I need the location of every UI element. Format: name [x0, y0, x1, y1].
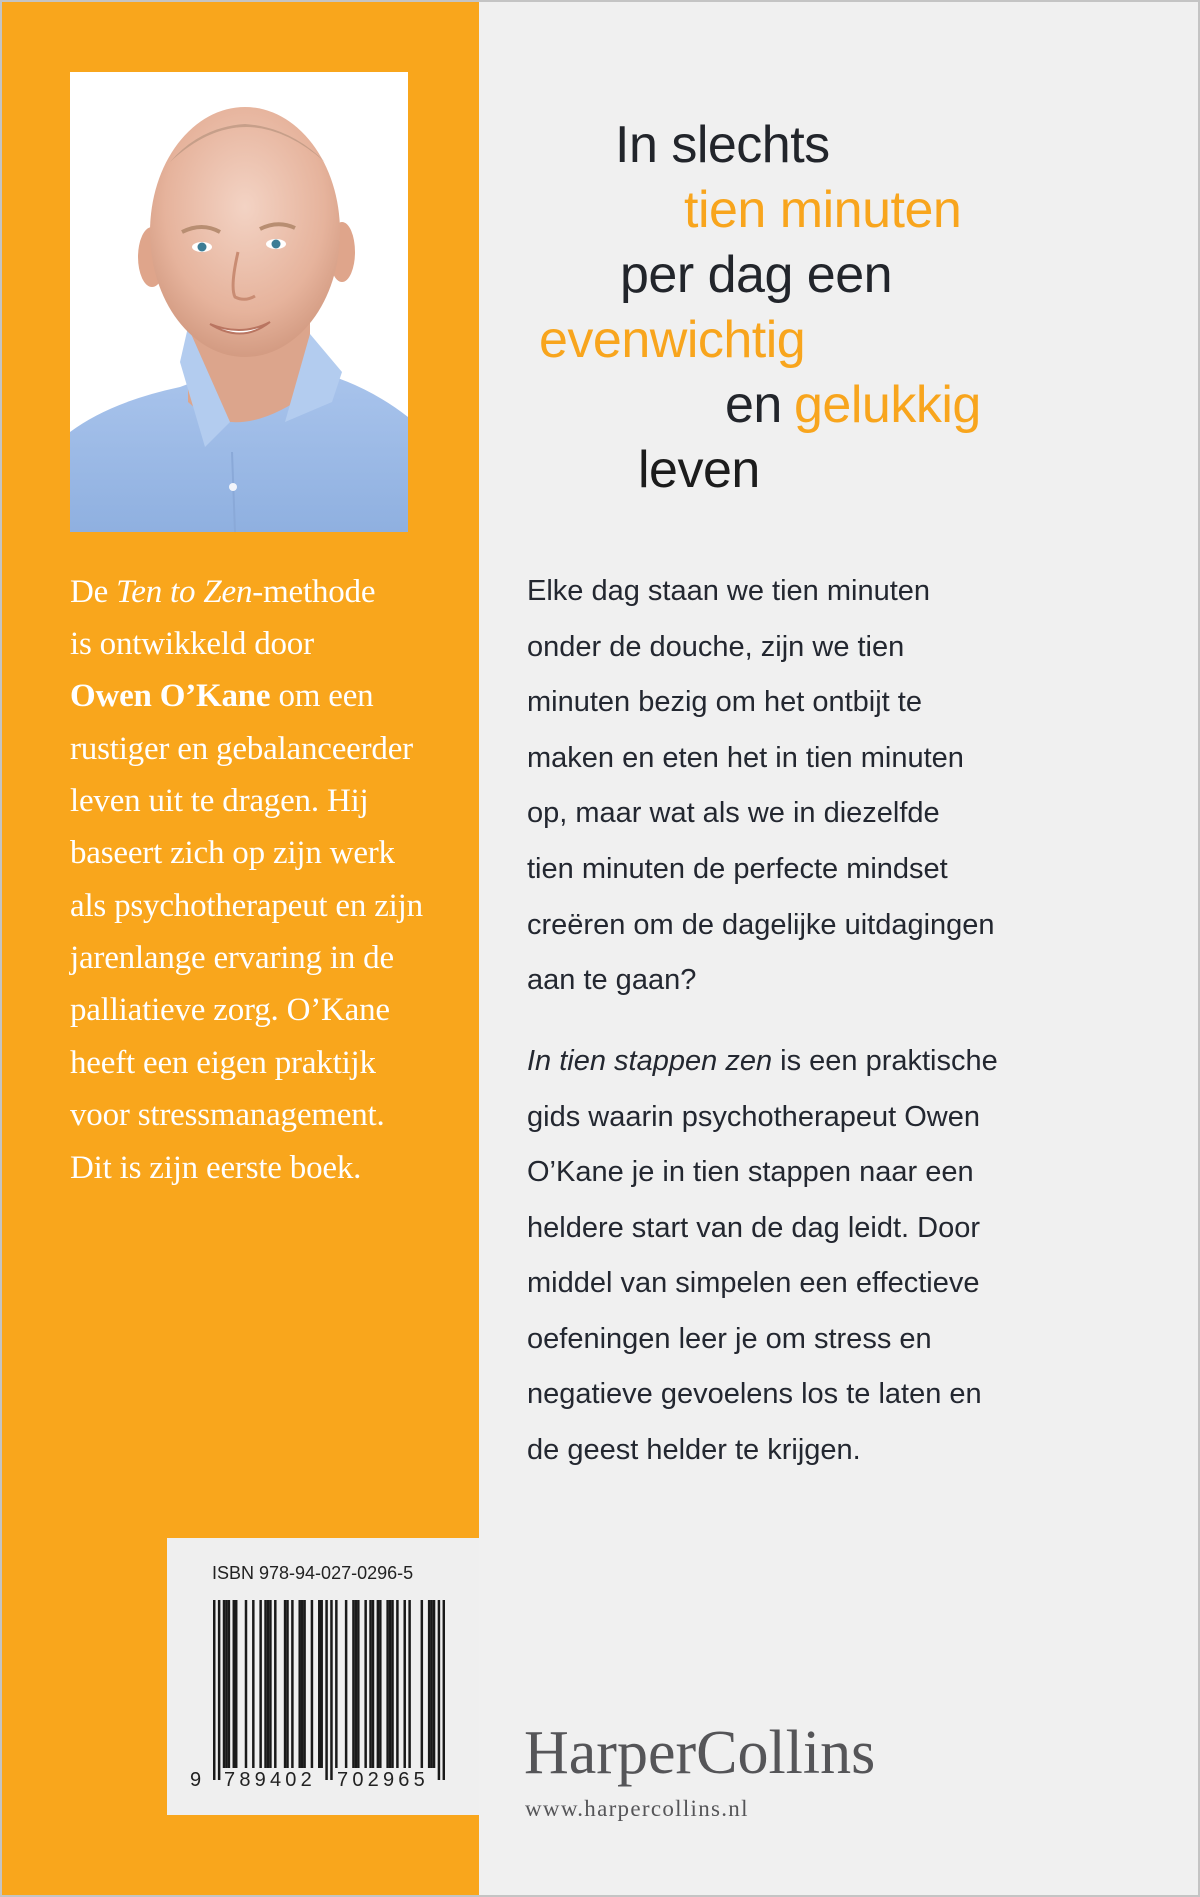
blurb-line: onder de douche, zijn we tien	[527, 631, 905, 663]
barcode-box	[167, 1538, 479, 1815]
author-bio-line: rustiger en gebalanceerder	[70, 731, 413, 767]
headline-line-2: tien minuten	[684, 181, 962, 239]
blurb-line: O’Kane je in tien stappen naar een	[527, 1156, 974, 1188]
method-name: Ten to Zen	[116, 574, 253, 610]
isbn-label: ISBN 978-94-027-0296-5	[212, 1563, 414, 1583]
author-name: Owen O’Kane	[70, 678, 271, 714]
author-bio-line: voor stressmanagement.	[70, 1097, 385, 1133]
author-bio-line: als psychotherapeut en zijn	[70, 888, 423, 924]
author-bio-line: is ontwikkeld door	[70, 626, 314, 662]
author-photo	[70, 72, 408, 532]
author-bio-line: leven uit te dragen. Hij	[70, 783, 369, 819]
author-bio-line: jarenlange ervaring in de	[70, 940, 394, 976]
blurb-line: Elke dag staan we tien minuten	[527, 575, 931, 607]
blurb-line: tien minuten de perfecte mindset	[527, 853, 948, 885]
blurb-line: middel van simpelen een effectieve	[527, 1267, 980, 1299]
blurb-line	[527, 1047, 998, 1076]
blurb-line: aan te gaan?	[527, 964, 697, 996]
author-bio-line: palliatieve zorg. O’Kane	[70, 992, 390, 1028]
author-bio-line: baseert zich op zijn werk	[70, 835, 395, 871]
author-bio-line	[70, 680, 373, 713]
author-bio-line	[70, 576, 375, 609]
barcode-icon	[213, 1600, 445, 1780]
blurb-line: gids waarin psychotherapeut Owen	[527, 1101, 980, 1133]
headline-line-5b: gelukkig	[794, 376, 981, 434]
blurb-line: negatieve gevoelens los te laten en	[527, 1378, 982, 1410]
blurb-line: maken en eten het in tien minuten	[527, 742, 964, 774]
book-title: In tien stappen zen	[527, 1045, 773, 1077]
bio-text: -methode	[252, 574, 376, 610]
publisher-logo: HarperCollins	[524, 1719, 876, 1787]
headline-line-1: In slechts	[615, 116, 830, 174]
blurb-line: minuten bezig om het ontbijt te	[527, 686, 922, 718]
blurb-text: is een praktische	[772, 1045, 998, 1077]
author-bio-line: Dit is zijn eerste boek.	[70, 1150, 362, 1186]
barcode-right-digits: 702965	[337, 1769, 429, 1791]
author-bio-line: heeft een eigen praktijk	[70, 1045, 376, 1081]
publisher-url[interactable]: www.harpercollins.nl	[525, 1796, 749, 1821]
barcode-left-digits: 789402	[224, 1769, 316, 1791]
headline-line-6: leven	[638, 441, 760, 499]
bio-text: om een	[270, 678, 374, 714]
headline-line-5a: en	[725, 376, 782, 434]
blurb-line: de geest helder te krijgen.	[527, 1434, 861, 1466]
blurb-line: oefeningen leer je om stress en	[527, 1323, 932, 1355]
headline-line-3: per dag een	[620, 246, 893, 304]
blurb-line: heldere start van de dag leidt. Door	[527, 1212, 980, 1244]
bio-text: De	[70, 574, 117, 610]
blurb-line: op, maar wat als we in diezelfde	[527, 797, 940, 829]
author-portrait-image	[70, 72, 408, 532]
barcode-first-digit: 9	[190, 1769, 206, 1791]
headline-line-4: evenwichtig	[539, 311, 806, 369]
blurb-line: creëren om de dagelijke uitdagingen	[527, 909, 995, 941]
